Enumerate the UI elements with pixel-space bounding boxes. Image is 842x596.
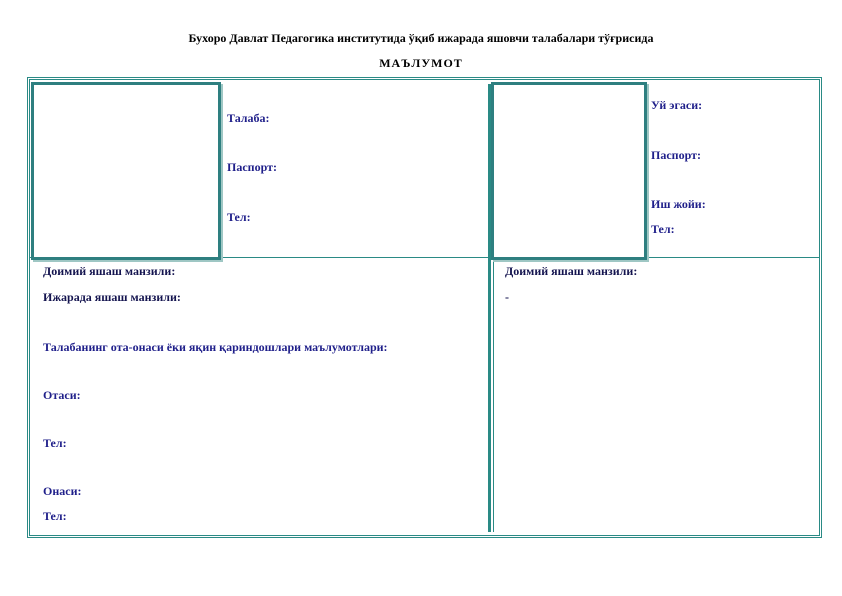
student-phone-label: Тел:	[227, 210, 251, 224]
student-permanent-address-label: Доимий яшаш манзили:	[43, 264, 176, 278]
student-passport-label: Паспорт:	[227, 160, 277, 174]
father-phone-label: Тел:	[43, 436, 67, 450]
page-title: Бухоро Давлат Педагогика институтида ўқиб ижарада яшовчи талабалари тўғрисида	[188, 31, 654, 45]
parents-info-label: Талабанинг ота-онаси ёки яқин қариндошлари маълумотлари:	[43, 340, 388, 354]
owner-address-dash: -	[505, 290, 509, 304]
student-photo-placeholder	[31, 82, 221, 260]
owner-passport-label: Паспорт:	[651, 148, 701, 162]
owner-photo-placeholder	[491, 82, 647, 260]
student-rental-address-label: Ижарада яшаш манзили:	[43, 290, 181, 304]
owner-label: Уй эгаси:	[651, 98, 703, 112]
owner-permanent-address-label: Доимий яшаш манзили:	[505, 264, 638, 278]
student-label: Талаба:	[227, 111, 270, 125]
father-label: Отаси:	[43, 388, 81, 402]
owner-workplace-label: Иш жойи:	[651, 197, 706, 211]
page-subtitle: МАЪЛУМОТ	[379, 56, 463, 70]
mother-label: Онаси:	[43, 484, 82, 498]
mother-phone-label: Тел:	[43, 509, 67, 523]
owner-phone-label: Тел:	[651, 222, 675, 236]
